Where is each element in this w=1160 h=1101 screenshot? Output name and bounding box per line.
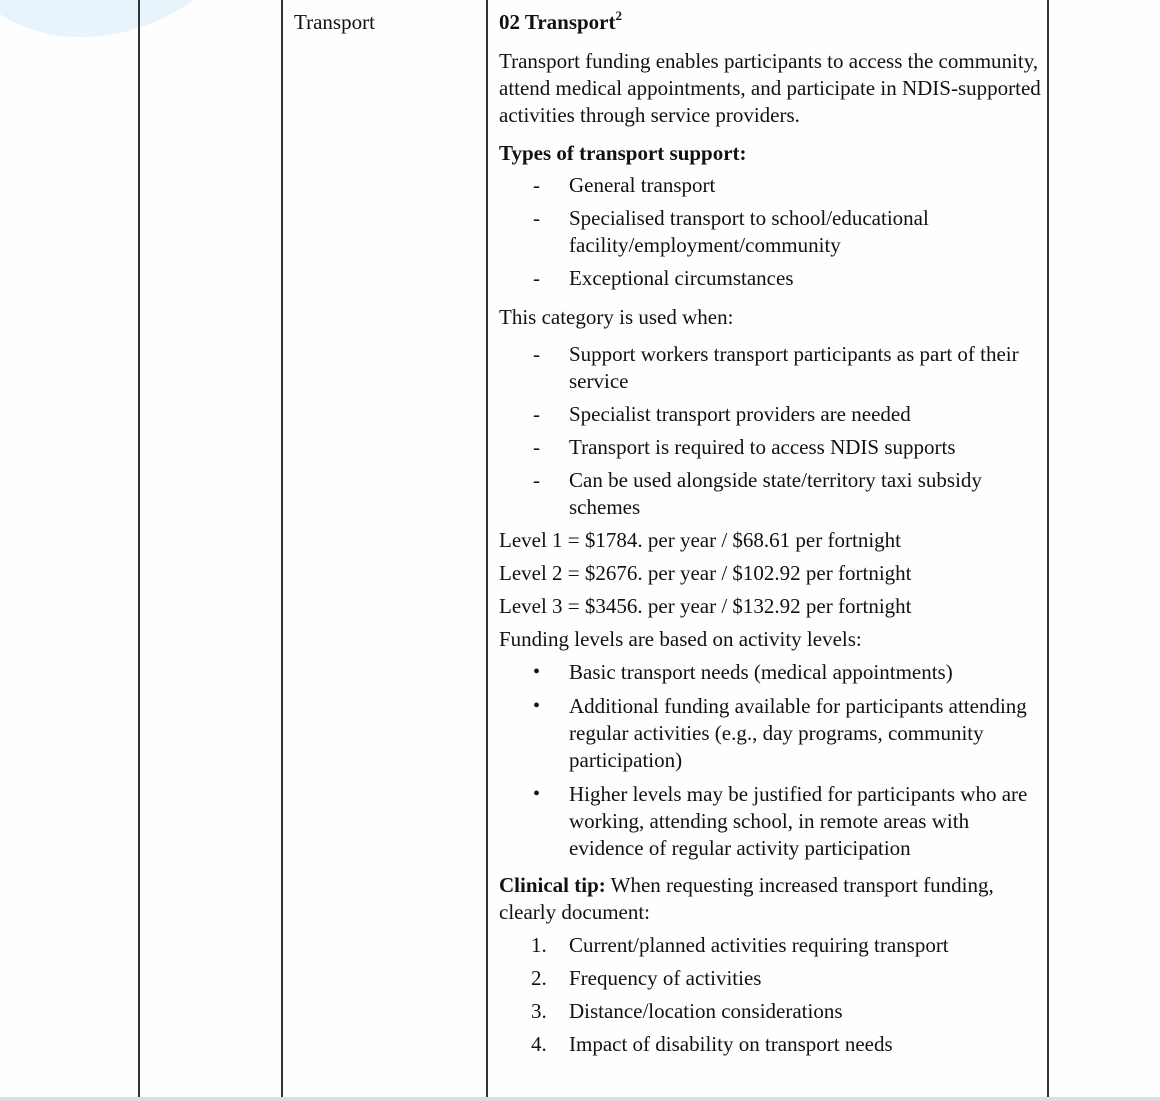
list-item-text: Support workers transport participants as part of their service <box>569 342 1019 393</box>
bullet-marker: • <box>533 783 541 805</box>
list-item-text: Specialist transport providers are needed <box>569 402 911 426</box>
dash-marker: - <box>533 206 540 230</box>
number-marker: 4. <box>531 1032 547 1056</box>
list-item <box>499 693 1044 774</box>
list-item <box>499 401 1044 428</box>
list-item <box>499 781 1044 862</box>
list-item <box>499 467 1044 521</box>
list-item <box>499 659 1044 686</box>
section-heading <box>499 9 1044 36</box>
category-label: Transport <box>294 10 375 34</box>
list-item-text: Higher levels may be justified for participants who are working, attending school, in remote areas with evidence of regular activity participation <box>569 782 1028 860</box>
list-item <box>499 965 1044 992</box>
list-item-text: General transport <box>569 173 716 197</box>
background-decoration <box>0 0 280 57</box>
section-heading-text: 02 Transport <box>499 10 616 34</box>
table-column-divider <box>486 0 488 1098</box>
number-marker: 2. <box>531 966 547 990</box>
list-item <box>499 172 1044 199</box>
list-item-text: Specialised transport to school/educational facility/employment/community <box>569 206 929 257</box>
funding-level-2: Level 2 = $2676. per year / $102.92 per fortnight <box>499 561 912 585</box>
list-item-text: Frequency of activities <box>569 966 762 990</box>
bottom-edge-bar <box>0 1097 1160 1101</box>
list-item-text: Current/planned activities requiring transport <box>569 933 949 957</box>
dash-marker: - <box>533 266 540 290</box>
list-item <box>499 205 1044 259</box>
tip-items-list <box>499 932 1044 1058</box>
used-when-title: This category is used when: <box>499 305 734 329</box>
list-item <box>499 998 1044 1025</box>
funding-level-3: Level 3 = $3456. per year / $132.92 per fortnight <box>499 594 912 618</box>
types-list <box>499 172 1044 292</box>
bullet-marker: • <box>533 661 541 683</box>
dash-marker: - <box>533 402 540 426</box>
footnote-reference[interactable]: 2 <box>615 8 622 23</box>
table-column-divider <box>281 0 283 1098</box>
table-column-divider <box>138 0 140 1098</box>
clinical-tip-text: When requesting increased transport funding, clearly document: <box>499 873 994 924</box>
clinical-tip <box>499 872 1044 926</box>
intro-paragraph: Transport funding enables participants to access the community, attend medical appointments, and participate in NDIS-supported activities through service providers. <box>499 49 1041 127</box>
list-item-text: Distance/location considerations <box>569 999 843 1023</box>
list-item <box>499 265 1044 292</box>
list-item <box>499 341 1044 395</box>
list-item-text: Transport is required to access NDIS supports <box>569 435 956 459</box>
used-when-list <box>499 341 1044 521</box>
dash-marker: - <box>533 342 540 366</box>
levels-basis-text: Funding levels are based on activity levels: <box>499 627 862 651</box>
list-item-text: Exceptional circumstances <box>569 266 794 290</box>
number-marker: 3. <box>531 999 547 1023</box>
category-details-cell <box>499 9 1044 1064</box>
list-item-text: Basic transport needs (medical appointments) <box>569 660 953 684</box>
number-marker: 1. <box>531 933 547 957</box>
list-item <box>499 1031 1044 1058</box>
activity-levels-list <box>499 659 1044 862</box>
table-column-divider <box>1047 0 1049 1098</box>
dash-marker: - <box>533 435 540 459</box>
clinical-tip-label: Clinical tip: <box>499 873 606 897</box>
dash-marker: - <box>533 468 540 492</box>
list-item <box>499 932 1044 959</box>
list-item-text: Can be used alongside state/territory taxi subsidy schemes <box>569 468 982 519</box>
dash-marker: - <box>533 173 540 197</box>
list-item-text: Impact of disability on transport needs <box>569 1032 893 1056</box>
funding-level-1: Level 1 = $1784. per year / $68.61 per fortnight <box>499 528 901 552</box>
list-item-text: Additional funding available for participants attending regular activities (e.g., day programs, community participation) <box>569 694 1027 772</box>
types-title: Types of transport support: <box>499 141 747 165</box>
list-item <box>499 434 1044 461</box>
bullet-marker: • <box>533 695 541 717</box>
